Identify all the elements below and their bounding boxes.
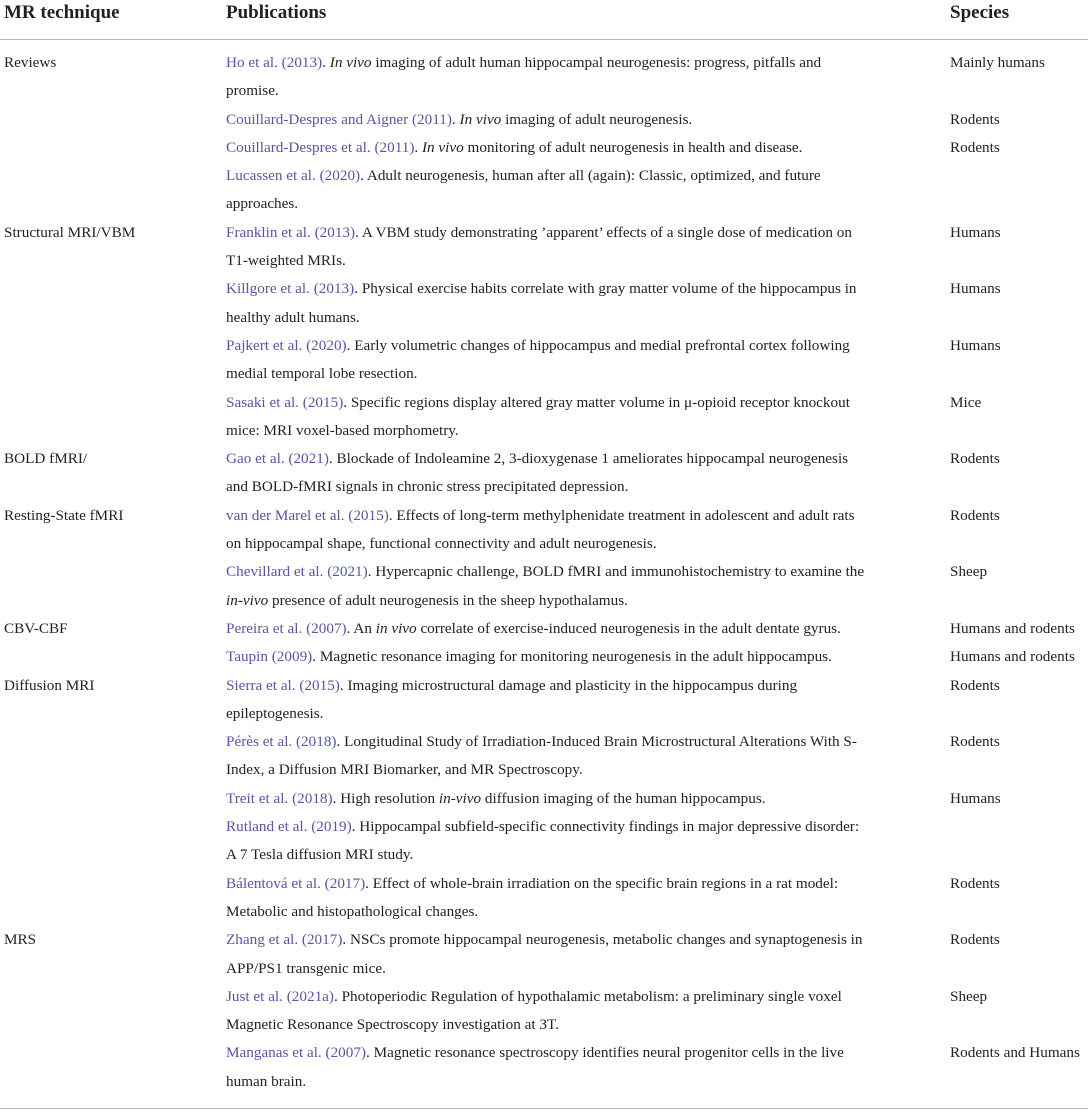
table-row bbox=[0, 445, 1091, 502]
table-row bbox=[0, 643, 1091, 671]
technique-cell: CBV-CBF bbox=[4, 619, 68, 637]
header-rule bbox=[0, 39, 1088, 40]
publication-cell bbox=[226, 219, 866, 276]
publication-cell bbox=[226, 643, 866, 671]
technique-cell: BOLD fMRI/ bbox=[4, 450, 88, 468]
publication-title-text: . Hypercapnic challenge, BOLD fMRI and immunohistochemistry to examine the bbox=[367, 563, 865, 581]
technique-cell: Diffusion MRI bbox=[4, 676, 95, 694]
table-row bbox=[0, 275, 1091, 332]
citation-link[interactable]: Couillard-Despres and Aigner (2011) bbox=[226, 110, 452, 128]
species-cell: Humans bbox=[950, 280, 1001, 298]
publication-title-italic: in vivo bbox=[375, 619, 417, 637]
publication-title-text: . bbox=[414, 138, 422, 156]
citation-link[interactable]: Bálentová et al. (2017) bbox=[226, 874, 366, 892]
publication-title-text: correlate of exercise-induced neurogenesis in the adult dentate gyrus. bbox=[416, 619, 841, 637]
citation-link[interactable]: Treit et al. (2018) bbox=[226, 789, 333, 807]
publication-title-text: imaging of adult human hippocampal neurogenesis: progress, pitfalls and promise. bbox=[226, 54, 822, 100]
table-row bbox=[0, 1039, 1091, 1096]
publication-title-text: . Early volumetric changes of hippocampus and medial prefrontal cortex following medial temporal lobe resection. bbox=[226, 336, 850, 383]
publication-title-text: imaging of adult neurogenesis. bbox=[501, 110, 693, 128]
table-row bbox=[0, 672, 1091, 729]
table-row bbox=[0, 813, 1091, 870]
publication-title-text: . An bbox=[346, 619, 376, 637]
publication-cell bbox=[226, 870, 866, 927]
citation-link[interactable]: Rutland et al. (2019) bbox=[226, 818, 352, 836]
publication-cell bbox=[226, 926, 866, 983]
species-cell: Rodents bbox=[950, 733, 1000, 751]
species-cell: Rodents bbox=[950, 931, 1000, 949]
publication-cell bbox=[226, 49, 866, 106]
publication-cell bbox=[226, 445, 866, 502]
publication-title-text: . Imaging microstructural damage and plasticity in the hippocampus during epileptogenesis. bbox=[226, 676, 798, 722]
table-row bbox=[0, 926, 1091, 983]
publication-cell bbox=[226, 785, 866, 813]
publication-cell bbox=[226, 672, 866, 729]
publication-title-text: . Magnetic resonance spectroscopy identifies neural progenitor cells in the live human brain. bbox=[226, 1044, 844, 1090]
table-row bbox=[0, 389, 1091, 446]
publication-cell bbox=[226, 389, 866, 446]
citation-link[interactable]: Pajkert et al. (2020) bbox=[226, 336, 347, 354]
technique-cell: Structural MRI/VBM bbox=[4, 223, 136, 241]
table-row bbox=[0, 870, 1091, 927]
publication-cell bbox=[226, 813, 866, 870]
header-technique: MR technique bbox=[4, 2, 120, 23]
table-row bbox=[0, 49, 1091, 106]
publication-cell bbox=[226, 134, 866, 162]
technique-cell: MRS bbox=[4, 931, 37, 949]
table-row bbox=[0, 558, 1091, 615]
publication-cell bbox=[226, 615, 866, 643]
table-body bbox=[0, 49, 1091, 1096]
publication-cell bbox=[226, 728, 866, 785]
publication-cell bbox=[226, 162, 866, 219]
citation-link[interactable]: Pereira et al. (2007) bbox=[226, 619, 347, 637]
citation-link[interactable]: Ho et al. (2013) bbox=[226, 54, 323, 71]
publication-title-text: . bbox=[451, 110, 460, 128]
citation-link[interactable]: Lucassen et al. (2020) bbox=[226, 167, 361, 185]
species-cell: Rodents bbox=[950, 676, 1000, 694]
publication-title-italic: in-vivo bbox=[438, 789, 482, 807]
species-cell: Humans bbox=[950, 336, 1001, 354]
species-cell: Rodents bbox=[950, 450, 1000, 468]
publication-title-text: . Hippocampal subfield-specific connectivity findings in major depressive disorder: A 7 Tesla diffusion MRI study. bbox=[226, 818, 860, 864]
citation-link[interactable]: Franklin et al. (2013) bbox=[226, 223, 356, 241]
bottom-rule bbox=[0, 1108, 1088, 1109]
species-cell: Humans and rodents bbox=[950, 619, 1075, 637]
species-cell: Rodents bbox=[950, 110, 1000, 128]
technique-cell: Reviews bbox=[4, 54, 57, 71]
species-cell: Rodents bbox=[950, 138, 1000, 156]
publication-title-text: . Photoperiodic Regulation of hypothalamic metabolism: a preliminary single voxel Magnetic Resonance Spectroscopy investigation at 3T. bbox=[226, 987, 842, 1034]
table-row bbox=[0, 162, 1091, 219]
publication-title-text: . Effects of long-term methylphenidate treatment in adolescent and adult rats on hippocampal shape, functional connectivity and adult neurogenesis. bbox=[226, 506, 855, 553]
table-row bbox=[0, 219, 1091, 276]
publication-title-italic: In vivo bbox=[421, 138, 464, 156]
publication-title-text: . Physical exercise habits correlate with gray matter volume of the hippocampus in healthy adult humans. bbox=[226, 280, 857, 326]
citation-link[interactable]: Killgore et al. (2013) bbox=[226, 280, 355, 298]
table-row bbox=[0, 502, 1091, 559]
species-cell: Rodents bbox=[950, 506, 1000, 524]
citation-link[interactable]: Chevillard et al. (2021) bbox=[226, 563, 368, 581]
citation-link[interactable]: Zhang et al. (2017) bbox=[226, 931, 343, 949]
citation-link[interactable]: Manganas et al. (2007) bbox=[226, 1044, 367, 1062]
header-publications: Publications bbox=[226, 2, 327, 23]
publication-cell bbox=[226, 106, 866, 134]
citation-link[interactable]: Taupin (2009) bbox=[226, 648, 313, 666]
publication-title-text: . Longitudinal Study of Irradiation-Induced Brain Microstructural Alterations With S-Index, a Diffusion MRI Biomarker, and MR Spectroscopy. bbox=[226, 733, 857, 779]
publication-cell bbox=[226, 332, 866, 389]
table-row bbox=[0, 728, 1091, 785]
species-cell: Humans bbox=[950, 789, 1001, 807]
header-species: Species bbox=[950, 2, 1010, 23]
publication-title-italic: In vivo bbox=[329, 54, 372, 71]
species-cell: Humans and rodents bbox=[950, 648, 1075, 666]
citation-link[interactable]: Sierra et al. (2015) bbox=[226, 676, 340, 694]
publication-cell bbox=[226, 275, 866, 332]
publication-title-text: . Adult neurogenesis, human after all (again): Classic, optimized, and future approaches. bbox=[226, 167, 821, 213]
table-row bbox=[0, 106, 1091, 134]
technique-cell: Resting-State fMRI bbox=[4, 506, 124, 524]
table-row bbox=[0, 983, 1091, 1040]
table-row bbox=[0, 332, 1091, 389]
citation-link[interactable]: van der Marel et al. (2015) bbox=[226, 506, 389, 524]
citation-link[interactable]: Couillard-Despres et al. (2011) bbox=[226, 138, 415, 156]
species-cell: Mainly humans bbox=[950, 54, 1045, 71]
species-cell: Sheep bbox=[950, 563, 988, 581]
publication-title-text: . bbox=[322, 54, 330, 71]
publication-title-text: . A VBM study demonstrating ’apparent’ effects of a single dose of medication on T1-weighted MRIs. bbox=[226, 223, 852, 270]
table-row bbox=[0, 615, 1091, 643]
publication-cell bbox=[226, 1039, 866, 1096]
species-cell: Rodents bbox=[950, 874, 1000, 892]
publication-cell bbox=[226, 558, 866, 615]
citation-link[interactable]: Pérès et al. (2018) bbox=[226, 733, 337, 751]
publication-title-text: monitoring of adult neurogenesis in health and disease. bbox=[463, 138, 803, 156]
publication-title-text: diffusion imaging of the human hippocampus. bbox=[481, 789, 766, 807]
publication-title-text: presence of adult neurogenesis in the sheep hypothalamus. bbox=[268, 591, 628, 609]
publication-title-text: . NSCs promote hippocampal neurogenesis, metabolic changes and synaptogenesis in APP/PS1 transgenic mice. bbox=[226, 931, 863, 977]
publication-title-text: . Blockade of Indoleamine 2, 3-dioxygenase 1 ameliorates hippocampal neurogenesis and BOLD-fMRI signals in chronic stress precipitated depression. bbox=[226, 450, 849, 496]
species-cell: Mice bbox=[950, 393, 982, 411]
species-cell: Rodents and Humans bbox=[950, 1044, 1080, 1062]
publication-cell bbox=[226, 502, 866, 559]
citation-link[interactable]: Gao et al. (2021) bbox=[226, 450, 329, 468]
citation-link[interactable]: Just et al. (2021a) bbox=[226, 987, 334, 1005]
species-cell: Humans bbox=[950, 223, 1001, 241]
table-row bbox=[0, 134, 1091, 162]
table-header bbox=[0, 0, 1091, 39]
table-row bbox=[0, 785, 1091, 813]
publication-title-italic: In vivo bbox=[459, 110, 502, 128]
publication-cell bbox=[226, 983, 866, 1040]
publication-title-text: . Effect of whole-brain irradiation on the specific brain regions in a rat model: Metabolic and histopathological changes. bbox=[226, 874, 839, 920]
species-cell: Sheep bbox=[950, 987, 988, 1005]
publication-title-text: . High resolution bbox=[332, 789, 439, 807]
citation-link[interactable]: Sasaki et al. (2015) bbox=[226, 393, 344, 411]
publication-title-text: . Specific regions display altered gray matter volume in μ-opioid receptor knockout mice: MRI voxel-based morphometry. bbox=[226, 393, 850, 439]
publication-title-text: . Magnetic resonance imaging for monitoring neurogenesis in the adult hippocampus. bbox=[312, 648, 832, 666]
publication-title-italic: in-vivo bbox=[226, 591, 269, 609]
